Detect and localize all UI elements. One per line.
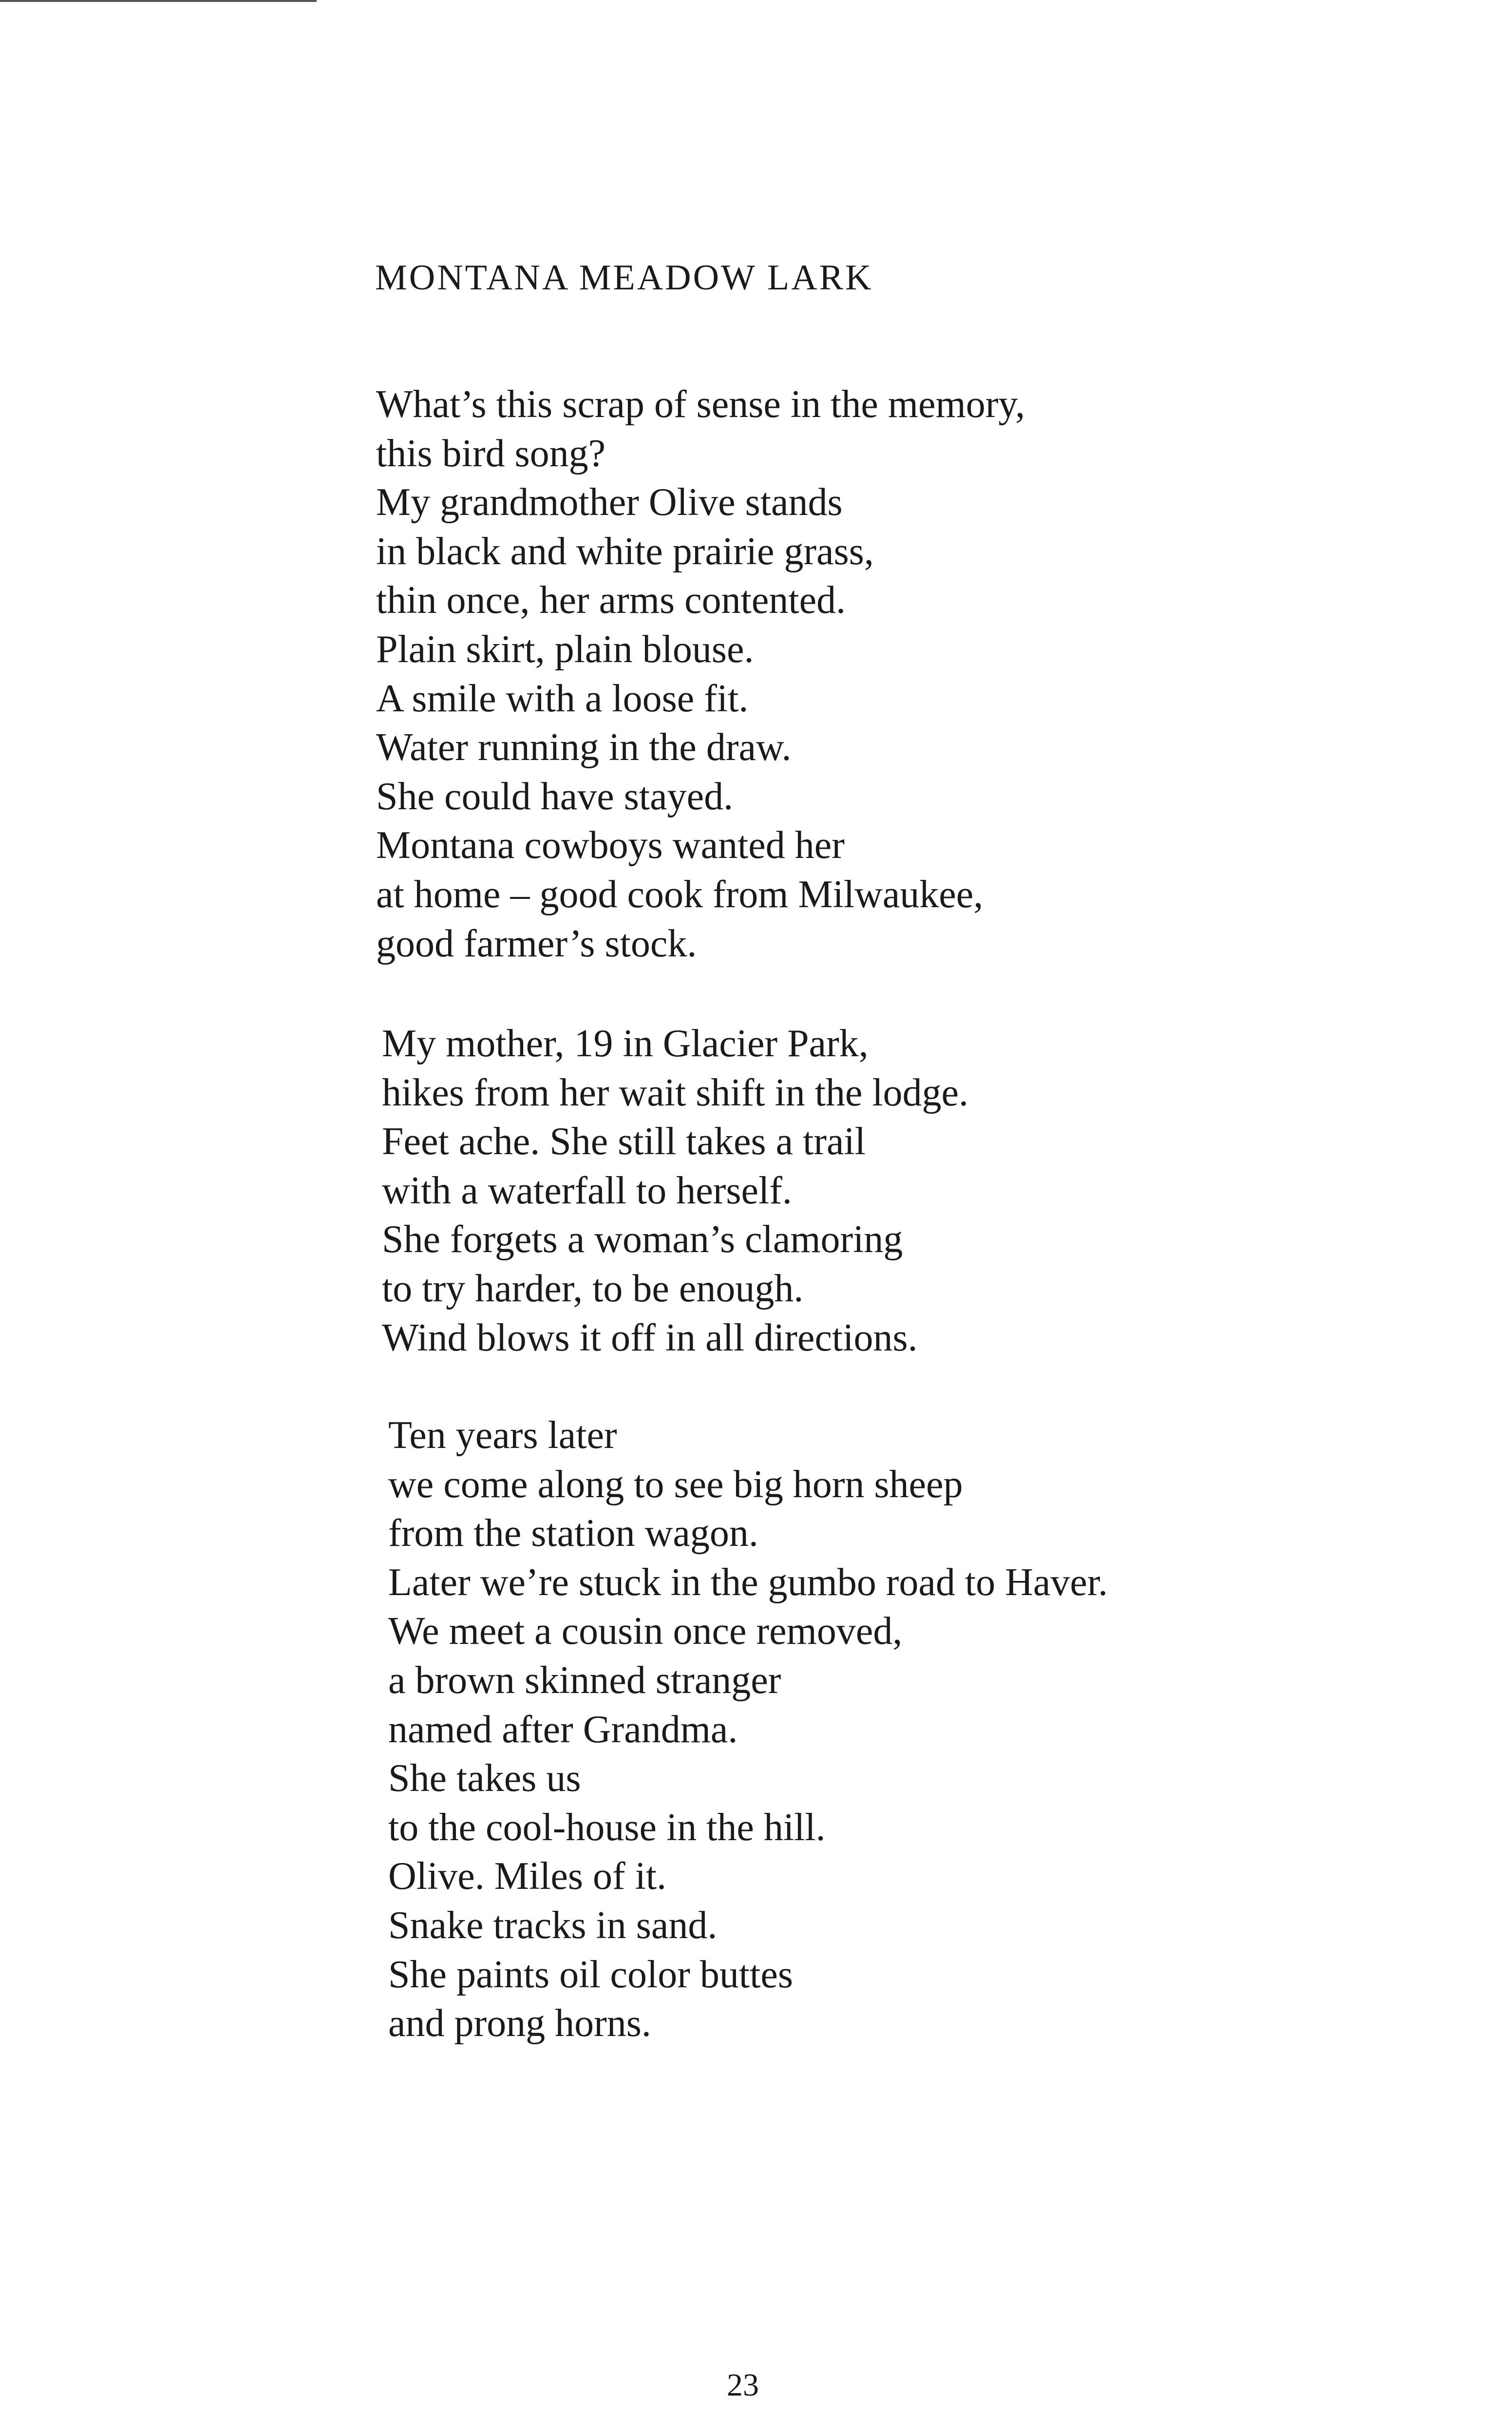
poem-line: to try harder, to be enough. bbox=[382, 1267, 804, 1310]
poem-line: with a waterfall to herself. bbox=[382, 1169, 792, 1212]
poem-line: Montana cowboys wanted her bbox=[376, 824, 845, 867]
poem-line: to the cool-house in the hill. bbox=[388, 1806, 826, 1849]
poem-line: Ten years later bbox=[388, 1414, 617, 1457]
poem-line: She paints oil color buttes bbox=[388, 1953, 794, 1996]
poem-line: Wind blows it off in all directions. bbox=[382, 1316, 918, 1359]
poem-line: Water running in the draw. bbox=[376, 726, 792, 769]
poem-line: we come along to see big horn sheep bbox=[388, 1463, 963, 1506]
poem-line: in black and white prairie grass, bbox=[376, 530, 874, 573]
poem-line: Olive. Miles of it. bbox=[388, 1855, 667, 1898]
poem-line: at home – good cook from Milwaukee, bbox=[376, 873, 983, 916]
page-number: 23 bbox=[727, 2367, 759, 2403]
stanza-1 bbox=[376, 380, 1025, 968]
poem-line: She could have stayed. bbox=[376, 775, 734, 818]
poem-line: hikes from her wait shift in the lodge. bbox=[382, 1071, 969, 1114]
poem-line: and prong horns. bbox=[388, 2002, 651, 2045]
poem-line: a brown skinned stranger bbox=[388, 1658, 781, 1702]
poem-line: We meet a cousin once removed, bbox=[388, 1610, 903, 1653]
poem-line: My grandmother Olive stands bbox=[376, 481, 843, 524]
poem-line: this bird song? bbox=[376, 432, 606, 475]
stanza-2 bbox=[382, 1019, 968, 1362]
poem-line: thin once, her arms contented. bbox=[376, 579, 846, 622]
poem-line: A smile with a loose fit. bbox=[376, 677, 749, 720]
poem-line: What’s this scrap of sense in the memory, bbox=[376, 383, 1025, 426]
poem-line: good farmer’s stock. bbox=[376, 922, 697, 965]
poem-line: My mother, 19 in Glacier Park, bbox=[382, 1022, 869, 1065]
poem-line: named after Grandma. bbox=[388, 1708, 738, 1751]
poem-title: MONTANA MEADOW LARK bbox=[375, 258, 873, 298]
poem-line: from the station wagon. bbox=[388, 1512, 758, 1555]
poem-line: Later we’re stuck in the gumbo road to Haver. bbox=[388, 1561, 1108, 1604]
poem-line: She takes us bbox=[388, 1757, 581, 1800]
poem-line: She forgets a woman’s clamoring bbox=[382, 1218, 903, 1261]
stanza-3 bbox=[388, 1411, 1108, 2048]
poem-line: Plain skirt, plain blouse. bbox=[376, 628, 754, 671]
poem-line: Snake tracks in sand. bbox=[388, 1903, 718, 1947]
poem-line: Feet ache. She still takes a trail bbox=[382, 1120, 866, 1163]
